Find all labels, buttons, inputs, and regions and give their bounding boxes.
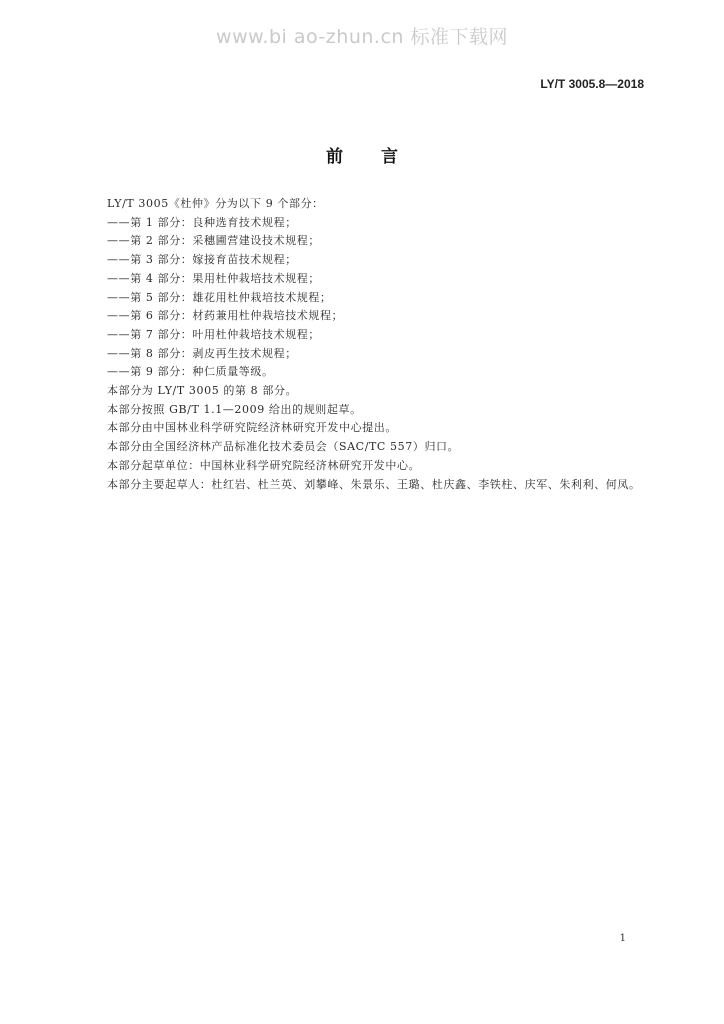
foreword-line: ——第 7 部分：叶用杜仲栽培技术规程； [107,327,320,341]
site-watermark: www.bi ao-zhun.cn 标准下载网 [216,26,508,48]
foreword-line: 本部分起草单位：中国林业科学研究院经济林研究开发中心。 [107,458,421,472]
foreword-line: ——第 8 部分：剥皮再生技术规程； [107,346,297,360]
foreword-line: 本部分由全国经济林产品标准化技术委员会（SAC/TC 557）归口。 [107,440,460,454]
page-title: 前言 [326,147,436,167]
foreword-line: LY/T 3005《杜仲》分为以下 9 个部分： [107,197,324,210]
foreword-line: ——第 9 部分：种仁质量等级。 [107,365,274,379]
page-number: 1 [619,933,626,944]
foreword-line: ——第 5 部分：雄花用杜仲栽培技术规程； [107,290,332,304]
foreword-line: 本部分按照 GB/T 1.1—2009 给出的规则起草。 [107,402,362,416]
foreword-line: 本部分为 LY/T 3005 的第 8 部分。 [107,384,298,398]
foreword-line: ——第 6 部分：材药兼用杜仲栽培技术规程； [107,309,344,323]
foreword-line: ——第 4 部分：果用杜仲栽培技术规程； [107,271,320,285]
foreword-body [107,195,647,494]
foreword-line: 本部分由中国林业科学研究院经济林研究开发中心提出。 [107,421,397,435]
standard-number: LY/T 3005.8—2018 [540,77,644,91]
foreword-line: ——第 2 部分：采穗圃营建设技术规程； [107,234,320,248]
foreword-line: ——第 1 部分：良种选育技术规程； [107,215,297,229]
foreword-line: 本部分主要起草人：杜红岩、杜兰英、刘攀峰、朱景乐、王璐、杜庆鑫、李铁柱、庆军、朱利利、何凤。 [107,477,641,491]
foreword-line: ——第 3 部分：嫁接育苗技术规程； [107,253,297,267]
